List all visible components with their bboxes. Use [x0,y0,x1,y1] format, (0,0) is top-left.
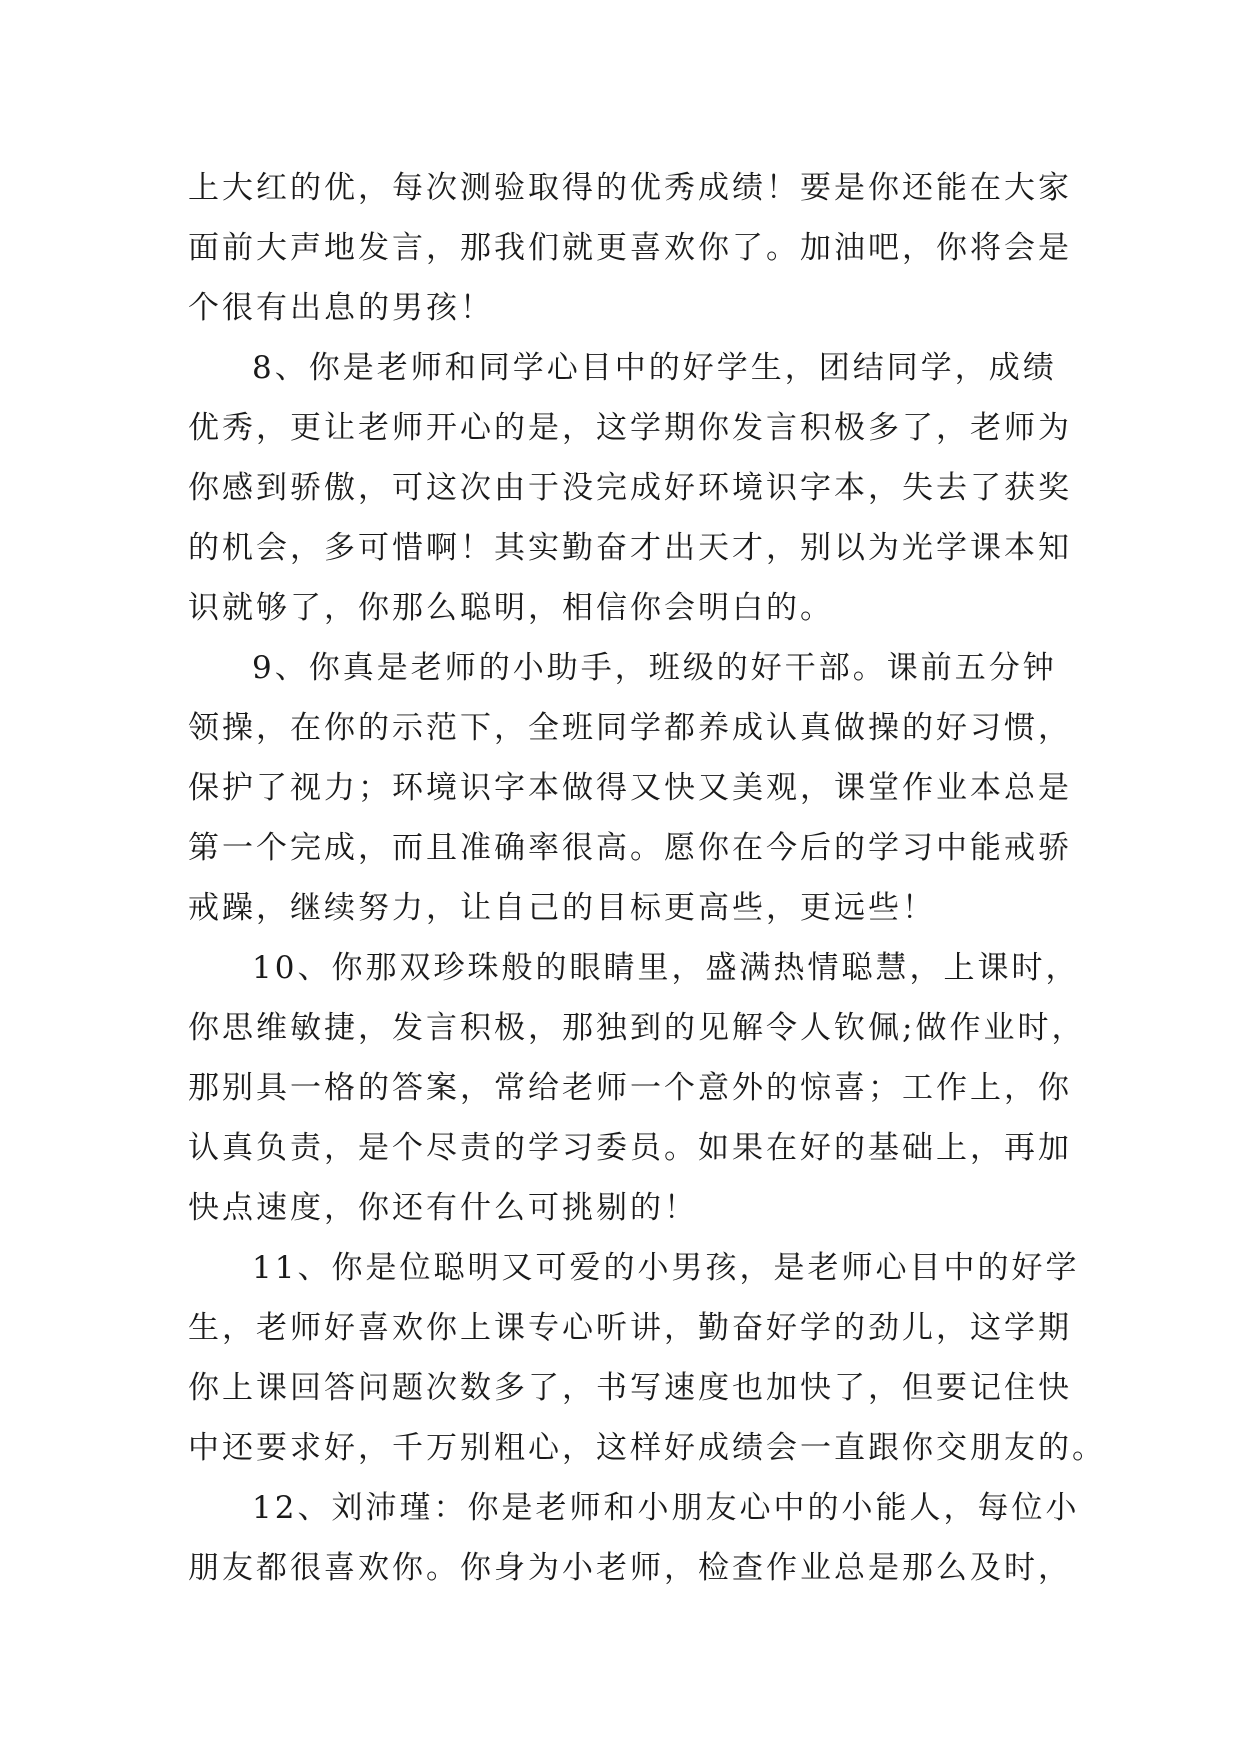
text-line: 你感到骄傲，可这次由于没完成好环境识字本，失去了获奖 [188,470,1072,506]
text-line: 快点速度，你还有什么可挑剔的！ [188,1190,698,1226]
comment-text-body [188,158,1106,1598]
text-line: 领操，在你的示范下，全班同学都养成认真做操的好习惯， [188,710,1072,746]
text-line: 那别具一格的答案，常给老师一个意外的惊喜；工作上，你 [188,1070,1072,1106]
text-line: 个很有出息的男孩！ [188,290,494,326]
text-line: 识就够了，你那么聪明，相信你会明白的。 [188,590,834,626]
text-line: 生，老师好喜欢你上课专心听讲，勤奋好学的劲儿，这学期 [188,1310,1072,1346]
text-line: 第一个完成，而且准确率很高。愿你在今后的学习中能戒骄 [188,830,1072,866]
text-line: 戒躁，继续努力，让自己的目标更高些，更远些！ [188,890,936,926]
text-line: 认真负责，是个尽责的学习委员。如果在好的基础上，再加 [188,1130,1072,1166]
text-line: 的机会，多可惜啊！其实勤奋才出天才，别以为光学课本知 [188,530,1072,566]
text-line: 你思维敏捷，发言积极，那独到的见解令人钦佩;做作业时， [188,1010,1086,1046]
text-line: 你上课回答问题次数多了，书写速度也加快了，但要记住快 [188,1370,1072,1406]
paragraph-9-start: 9、你真是老师的小助手，班级的好干部。课前五分钟 [252,650,1057,686]
paragraph-10-start: 10、你那双珍珠般的眼睛里，盛满热情聪慧，上课时， [252,950,1080,986]
text-line: 保护了视力；环境识字本做得又快又美观，课堂作业本总是 [188,770,1072,806]
text-line: 面前大声地发言，那我们就更喜欢你了。加油吧，你将会是 [188,230,1072,266]
text-line: 优秀，更让老师开心的是，这学期你发言积极多了，老师为 [188,410,1072,446]
text-line: 朋友都很喜欢你。你身为小老师，检查作业总是那么及时， [188,1550,1072,1586]
paragraph-11-start: 11、你是位聪明又可爱的小男孩，是老师心目中的好学 [252,1250,1080,1286]
paragraph-12-start: 12、刘沛瑾：你是老师和小朋友心中的小能人，每位小 [252,1490,1080,1526]
text-line: 中还要求好，千万别粗心，这样好成绩会一直跟你交朋友的。 [188,1430,1106,1466]
text-line: 上大红的优，每次测验取得的优秀成绩！要是你还能在大家 [188,170,1072,206]
paragraph-8-start: 8、你是老师和同学心目中的好学生，团结同学，成绩 [252,350,1057,386]
